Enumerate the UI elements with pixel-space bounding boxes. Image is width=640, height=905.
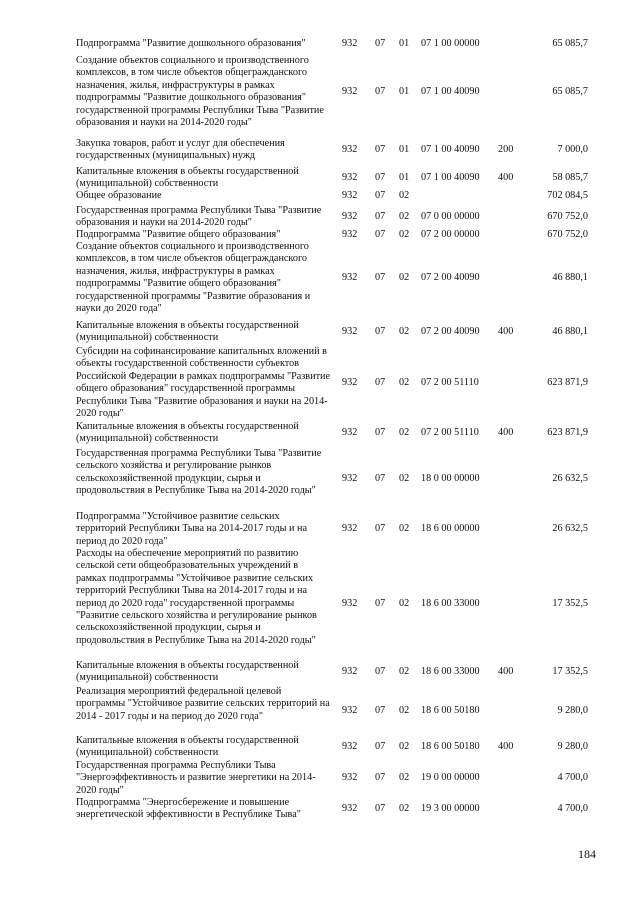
row-subsection: 02 xyxy=(399,803,410,815)
table-row xyxy=(0,421,640,446)
row-sum: 26 632,5 xyxy=(552,472,588,484)
row-name: Капитальные вложения в объекты государственной (муниципальной) собственности xyxy=(76,421,299,445)
row-subsection: 02 xyxy=(399,472,410,484)
row-target-article: 18 6 00 33000 xyxy=(421,597,480,609)
row-gr-code: 932 xyxy=(342,666,358,678)
row-target-article: 07 0 00 00000 xyxy=(421,211,480,223)
row-subsection: 02 xyxy=(399,597,410,609)
row-section: 07 xyxy=(375,190,386,201)
row-gr-code: 932 xyxy=(342,377,358,388)
row-subsection: 01 xyxy=(399,144,410,156)
table-row xyxy=(0,511,640,548)
row-target-article: 19 0 00 00000 xyxy=(421,772,480,784)
table-row xyxy=(0,190,640,202)
row-target-article: 18 6 00 33000 xyxy=(421,666,480,678)
row-name: Создание объектов социального и производственного комплексов, в том числе объектов общегражданского назначения, жилья, инфраструктуры в рамках подпрограммы "Развитие дошкольного образования" государственной программы Республики Тыва "Развитие образования и науки на 2014-2020 годы" xyxy=(76,55,324,129)
row-target-article: 07 1 00 40090 xyxy=(421,172,480,184)
row-section: 07 xyxy=(375,523,386,535)
row-subsection: 02 xyxy=(399,741,410,753)
table-row xyxy=(0,346,640,420)
row-gr-code: 932 xyxy=(342,229,358,240)
row-gr-code: 932 xyxy=(342,427,358,439)
row-sum: 4 700,0 xyxy=(557,772,588,784)
row-section: 07 xyxy=(375,772,386,784)
row-subsection: 02 xyxy=(399,272,410,283)
row-expense-type: 400 xyxy=(498,427,514,439)
row-gr-code: 932 xyxy=(342,523,358,535)
row-gr-code: 932 xyxy=(342,772,358,784)
row-name: Создание объектов социального и производственного комплексов, в том числе объектов общегражданского назначения, жилья, инфраструктуры в рамках подпрограммы "Развитие общего образования" государственной программы "Развитие образования и науки до 2020 года" xyxy=(76,241,311,315)
row-name: Подпрограмма "Устойчивое развитие сельских территорий Республики Тыва на 2014-2017 годы и на период до 2020 года" xyxy=(76,511,308,547)
row-sum: 9 280,0 xyxy=(557,741,588,753)
row-subsection: 01 xyxy=(399,172,410,184)
row-section: 07 xyxy=(375,741,386,753)
row-name: Капитальные вложения в объекты государственной (муниципальной) собственности xyxy=(76,166,299,190)
row-section: 07 xyxy=(375,326,386,338)
row-target-article: 18 6 00 50180 xyxy=(421,741,480,753)
row-gr-code: 932 xyxy=(342,472,358,484)
row-subsection: 02 xyxy=(399,704,410,716)
table-row xyxy=(0,797,640,822)
row-sum: 17 352,5 xyxy=(552,666,588,678)
row-section: 07 xyxy=(375,38,386,49)
table-row xyxy=(0,320,640,345)
row-name: Государственная программа Республики Тыва "Развитие сельского хозяйства и регулирование рынков сельскохозяйственной продукции, сырья и продовольствия в Республике Тыва на 2014-2020 годы" xyxy=(76,448,322,497)
row-expense-type: 400 xyxy=(498,326,514,338)
row-name: Капитальные вложения в объекты государственной (муниципальной) собственности xyxy=(76,320,299,344)
table-row xyxy=(0,138,640,163)
row-section: 07 xyxy=(375,172,386,184)
row-sum: 65 085,7 xyxy=(552,86,588,97)
row-name: Субсидии на софинансирование капитальных вложений в объекты государственной собственности субъектов Российской Федерации в рамках подпрограммы "Развитие общего образования" государственной программы Республики Тыва "Развитие образования и науки на 2014-2020 годы" xyxy=(76,346,330,420)
row-target-article: 07 2 00 40090 xyxy=(421,272,480,283)
row-target-article: 07 2 00 51110 xyxy=(421,427,479,439)
row-sum: 670 752,0 xyxy=(547,229,588,240)
row-sum: 46 880,1 xyxy=(552,326,588,338)
row-name: Реализация мероприятий федеральной целевой программы "Устойчивое развитие сельских территорий на 2014 - 2017 годы и на период до 2020 года" xyxy=(76,686,330,722)
row-sum: 702 084,5 xyxy=(547,190,588,201)
row-name: Государственная программа Республики Тыва "Энергоэффективность и развитие энергетики на 2014-2020 годы" xyxy=(76,760,316,796)
row-section: 07 xyxy=(375,597,386,609)
table-row xyxy=(0,548,640,660)
table-row xyxy=(0,241,640,315)
row-gr-code: 932 xyxy=(342,741,358,753)
table-row xyxy=(0,686,640,736)
row-gr-code: 932 xyxy=(342,144,358,156)
row-name: Подпрограмма "Развитие общего образования" xyxy=(76,229,281,240)
row-section: 07 xyxy=(375,472,386,484)
row-section: 07 xyxy=(375,803,386,815)
row-name: Закупка товаров, работ и услуг для обеспечения государственных (муниципальных) нужд xyxy=(76,138,285,162)
row-gr-code: 932 xyxy=(342,704,358,716)
row-sum: 26 632,5 xyxy=(552,523,588,535)
row-target-article: 18 6 00 00000 xyxy=(421,523,480,535)
row-sum: 46 880,1 xyxy=(552,272,588,283)
row-subsection: 02 xyxy=(399,229,410,240)
row-sum: 7 000,0 xyxy=(557,144,588,156)
row-section: 07 xyxy=(375,229,386,240)
row-target-article: 07 2 00 00000 xyxy=(421,229,480,240)
row-target-article: 07 2 00 51110 xyxy=(421,377,479,388)
row-name: Капитальные вложения в объекты государственной (муниципальной) собственности xyxy=(76,735,299,759)
row-target-article: 18 0 00 00000 xyxy=(421,472,480,484)
row-sum: 58 085,7 xyxy=(552,172,588,184)
row-gr-code: 932 xyxy=(342,326,358,338)
row-name: Государственная программа Республики Тыва "Развитие образования и науки на 2014-2020 годы" xyxy=(76,205,322,229)
table-row xyxy=(0,38,640,50)
table-row xyxy=(0,760,640,797)
row-subsection: 02 xyxy=(399,377,410,388)
row-name: Расходы на обеспечение мероприятий по развитию сельской сети общеобразовательных учреждений в рамках подпрограммы "Устойчивое развитие сельских территорий Республики Тыва на 2014-2017 годы и на период до 2020 года" государственной программы "Развитие сельского хозяйства и регулирование рынков сельскохозяйственной продукции, сырья и продовольствия в Республике Тыва на 2014-2020 годы" xyxy=(76,548,317,646)
row-section: 07 xyxy=(375,427,386,439)
row-sum: 623 871,9 xyxy=(547,427,588,439)
row-sum: 670 752,0 xyxy=(547,211,588,223)
table-row xyxy=(0,205,640,230)
row-target-article: 07 1 00 40090 xyxy=(421,144,480,156)
row-gr-code: 932 xyxy=(342,190,358,201)
row-sum: 17 352,5 xyxy=(552,597,588,609)
table-row xyxy=(0,448,640,510)
row-name: Подпрограмма "Развитие дошкольного образования" xyxy=(76,38,306,49)
row-gr-code: 932 xyxy=(342,272,358,283)
row-name: Общее образование xyxy=(76,190,162,201)
row-section: 07 xyxy=(375,666,386,678)
row-subsection: 02 xyxy=(399,211,410,223)
table-row xyxy=(0,229,640,241)
row-subsection: 01 xyxy=(399,38,410,49)
row-section: 07 xyxy=(375,144,386,156)
row-subsection: 02 xyxy=(399,772,410,784)
row-expense-type: 400 xyxy=(498,741,514,753)
row-gr-code: 932 xyxy=(342,803,358,815)
row-gr-code: 932 xyxy=(342,86,358,97)
row-section: 07 xyxy=(375,704,386,716)
row-sum: 9 280,0 xyxy=(557,704,588,716)
row-expense-type: 400 xyxy=(498,666,514,678)
row-gr-code: 932 xyxy=(342,38,358,49)
row-gr-code: 932 xyxy=(342,597,358,609)
row-subsection: 01 xyxy=(399,86,410,97)
row-subsection: 02 xyxy=(399,666,410,678)
row-gr-code: 932 xyxy=(342,172,358,184)
row-section: 07 xyxy=(375,211,386,223)
row-sum: 65 085,7 xyxy=(552,38,588,49)
row-expense-type: 200 xyxy=(498,144,514,156)
row-subsection: 02 xyxy=(399,427,410,439)
row-target-article: 19 3 00 00000 xyxy=(421,803,480,815)
row-subsection: 02 xyxy=(399,326,410,338)
row-target-article: 07 1 00 00000 xyxy=(421,38,480,49)
row-name: Подпрограмма "Энергосбережение и повышение энергетической эффективности в Республике Тыва" xyxy=(76,797,301,821)
row-target-article: 07 2 00 40090 xyxy=(421,326,480,338)
table-row xyxy=(0,166,640,191)
row-section: 07 xyxy=(375,377,386,388)
row-sum: 623 871,9 xyxy=(547,377,588,388)
row-name: Капитальные вложения в объекты государственной (муниципальной) собственности xyxy=(76,660,299,684)
table-row xyxy=(0,735,640,760)
row-target-article: 07 1 00 40090 xyxy=(421,86,480,97)
row-subsection: 02 xyxy=(399,190,410,201)
table-row xyxy=(0,660,640,685)
page-number: 184 xyxy=(578,847,596,861)
row-section: 07 xyxy=(375,86,386,97)
row-subsection: 02 xyxy=(399,523,410,535)
table-row xyxy=(0,55,640,129)
row-section: 07 xyxy=(375,272,386,283)
row-target-article: 18 6 00 50180 xyxy=(421,704,480,716)
row-gr-code: 932 xyxy=(342,211,358,223)
row-sum: 4 700,0 xyxy=(557,803,588,815)
row-expense-type: 400 xyxy=(498,172,514,184)
